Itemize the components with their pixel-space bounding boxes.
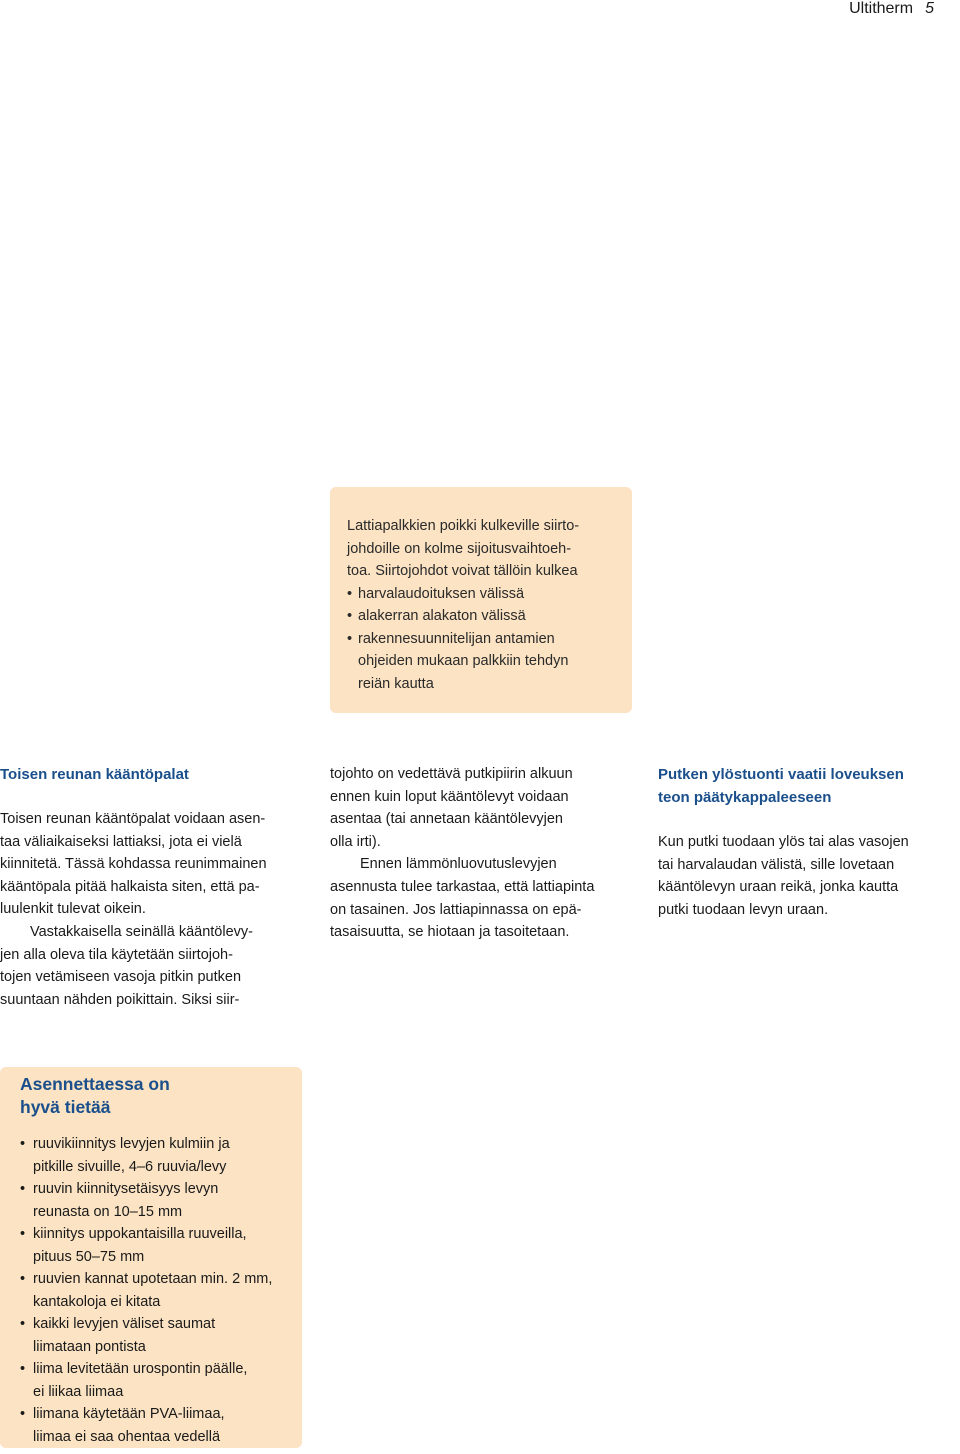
- list-item: • kiinnitys uppokantaisilla ruuveilla, pituus 50–75 mm: [20, 1223, 290, 1268]
- text-column-3: [658, 763, 958, 921]
- paragraph: Kun putki tuodaan ylös tai alas vasojen tai harvalaudan välistä, sille lovetaan kääntölevyn uraan reikä, jonka kautta putki tuodaan levyn uraan.: [658, 834, 909, 918]
- paragraph: Vastakkaisella seinällä kääntölevy- jen alla oleva tila käytetään siirtojoh- tojen vetämiseen vasoja pitkin putken suuntaan nähden poikittain. Siksi siir-: [0, 923, 253, 1008]
- list-item: • liima levitetään urospontin päälle, ei liikaa liimaa: [20, 1358, 290, 1403]
- list-item: • ruuvikiinnitys levyjen kulmiin ja pitkille sivuille, 4–6 ruuvia/levy: [20, 1133, 290, 1178]
- list-item: • kaikki levyjen väliset saumat liimataan pontista: [20, 1313, 290, 1358]
- list-item: • liimana käytetään PVA-liimaa, liimaa ei saa ohentaa vedellä: [20, 1403, 290, 1448]
- paragraph: Toisen reunan kääntöpalat voidaan asen- taa väliaikaiseksi lattiaksi, jota ei vielä kiinnitetä. Tässä kohdassa reunimmainen kääntöpala pitää halkaista siten, että pa- luulenkit tulevat oikein.: [0, 811, 267, 918]
- list-item: • harvalaudoituksen välissä: [347, 583, 616, 606]
- info-box-heading: Asennettaessa on hyvä tietää: [20, 1074, 170, 1117]
- paragraph: tojohto on vedettävä putkipiirin alkuun ennen kuin loput kääntölevyt voidaan asentaa (tai annetaan kääntölevyjen olla irti).: [330, 766, 573, 850]
- page-number: 5: [925, 0, 934, 17]
- routing-options-list: [347, 583, 616, 696]
- installation-tips-list: [20, 1133, 290, 1448]
- info-box-routing: [330, 487, 632, 713]
- list-item: • alakerran alakaton välissä: [347, 605, 616, 628]
- text-column-1: [0, 763, 300, 1011]
- text-column-2: [330, 763, 635, 944]
- paragraph: Ennen lämmönluovutuslevyjen asennusta tulee tarkastaa, että lattiapinta on tasainen. Jos lattiapinnassa on epä- tasaisuutta, se hiotaan ja tasoitetaan.: [330, 856, 595, 941]
- section-heading: Toisen reunan kääntöpalat: [0, 766, 189, 783]
- list-item: • ruuvien kannat upotetaan min. 2 mm, kantakoloja ei kitata: [20, 1268, 290, 1313]
- list-item: • rakennesuunnitelijan antamien ohjeiden mukaan palkkiin tehdyn reiän kautta: [347, 628, 616, 696]
- list-item: • ruuvin kiinnitysetäisyys levyn reunasta on 10–15 mm: [20, 1178, 290, 1223]
- publication-title: Ultitherm: [849, 0, 914, 17]
- page-header: [849, 0, 934, 18]
- info-box-intro: Lattiapalkkien poikki kulkeville siirto- johdoille on kolme sijoitusvaihtoeh- toa. Siirtojohdot voivat tällöin kulkea: [347, 518, 580, 579]
- info-box-installation-tips: [0, 1067, 302, 1448]
- section-heading: Putken ylöstuonti vaatii loveuksen teon päätykappaleeseen: [658, 766, 904, 806]
